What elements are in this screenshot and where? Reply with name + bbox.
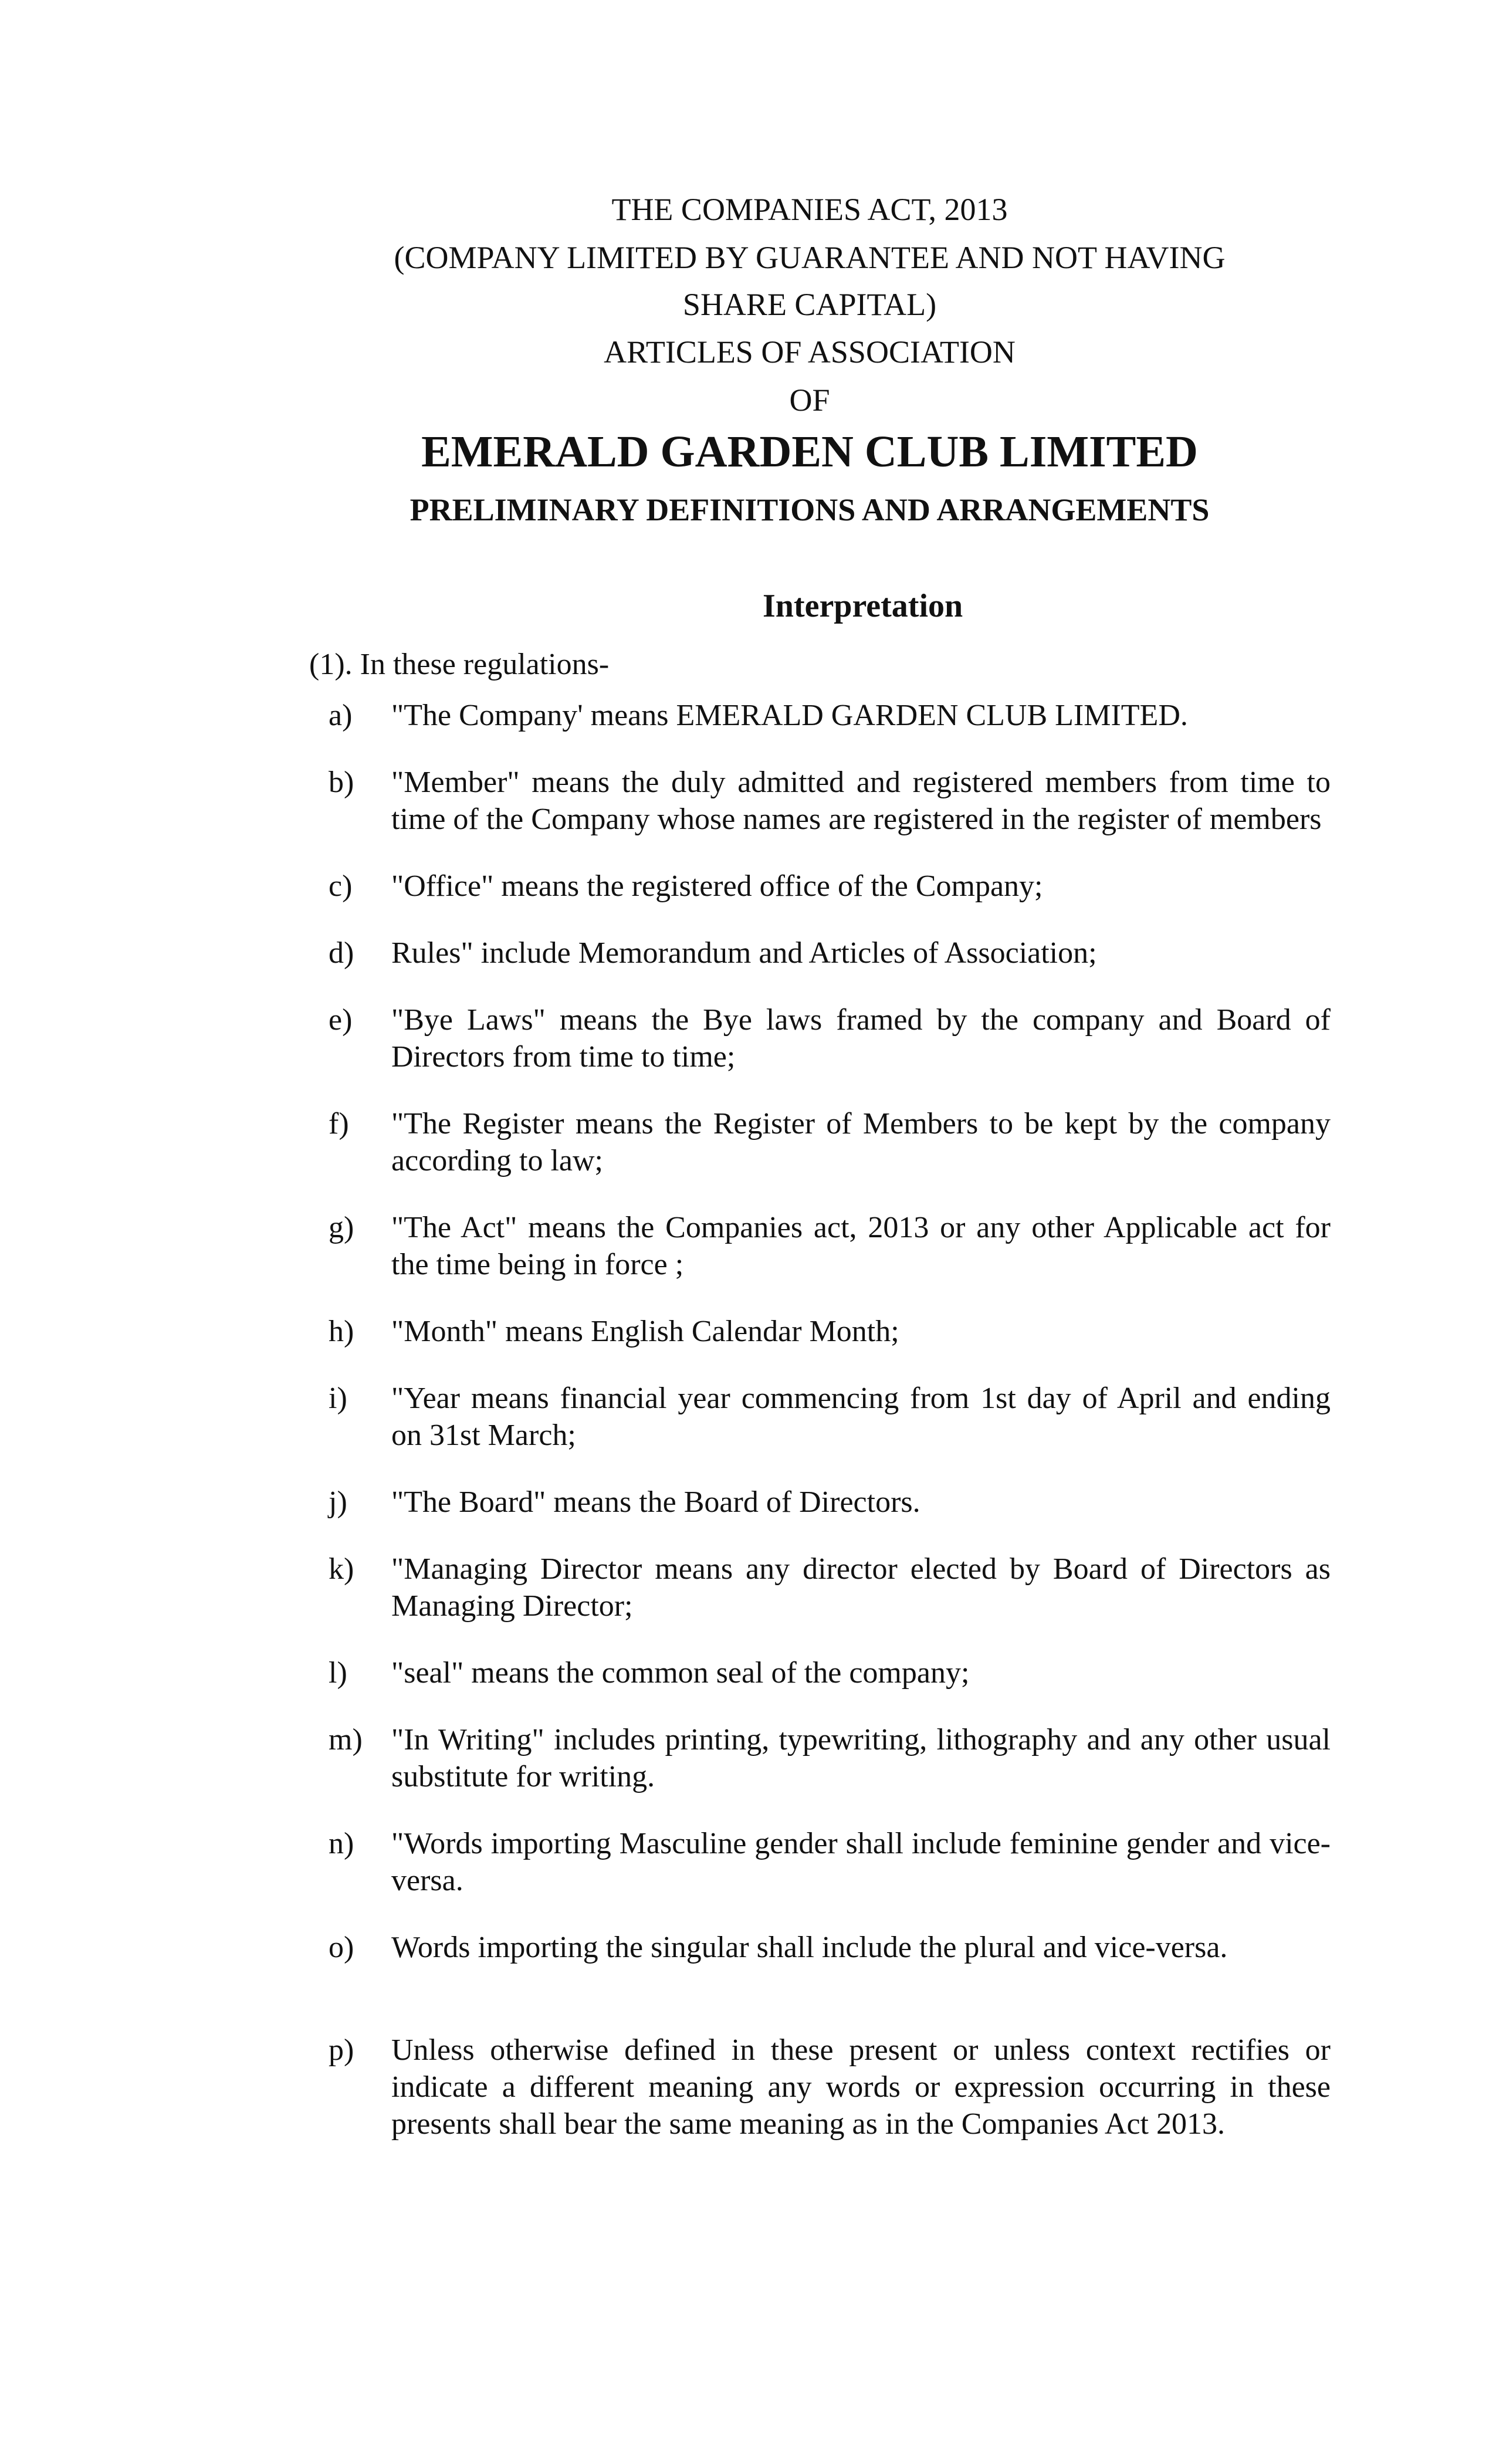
definition-text: "The Act" means the Companies act, 2013 or any other Applicable act for the time being in force ; (391, 1211, 1331, 1281)
definition-marker: k) (329, 1552, 354, 1586)
definition-marker: e) (329, 1003, 353, 1037)
definition-item (329, 1721, 1331, 1795)
definition-text: "Member" means the duly admitted and registered members from time to time of the Company whose names are registered in the register of members (391, 766, 1331, 836)
definition-marker: j) (329, 1485, 347, 1519)
definition-text: "Year means financial year commencing from 1st day of April and ending on 31st March; (391, 1382, 1331, 1452)
definitions-list (329, 697, 1331, 2172)
definition-text: "Bye Laws" means the Bye laws framed by the company and Board of Directors from time to time; (391, 1003, 1331, 1074)
definition-marker: d) (329, 936, 354, 970)
definition-item (329, 868, 1331, 905)
definition-text: "The Register means the Register of Members to be kept by the company according to law; (391, 1107, 1331, 1177)
definition-item (329, 1484, 1331, 1521)
definition-text: "Office" means the registered office of the Company; (391, 869, 1043, 903)
act-title: THE COMPANIES ACT, 2013 (611, 192, 1008, 227)
definition-marker: n) (329, 1827, 354, 1860)
company-type-line-2: SHARE CAPITAL) (682, 287, 937, 322)
document-title: ARTICLES OF ASSOCIATION (604, 334, 1016, 370)
definition-item (329, 2032, 1331, 2143)
definition-marker: m) (329, 1723, 363, 1756)
company-type-line-1: (COMPANY LIMITED BY GUARANTEE AND NOT HAVING (394, 240, 1226, 275)
section-heading: Interpretation (763, 588, 963, 624)
definition-item (329, 1929, 1331, 1966)
definition-item (329, 1551, 1331, 1624)
definition-item (329, 1001, 1331, 1075)
definition-item (329, 1105, 1331, 1179)
definition-marker: i) (329, 1382, 347, 1415)
definition-text: "The Company' means EMERALD GARDEN CLUB LIMITED. (391, 699, 1188, 732)
definition-marker: g) (329, 1211, 354, 1244)
part-title: PRELIMINARY DEFINITIONS AND ARRANGEMENTS (409, 492, 1210, 527)
definition-item (329, 764, 1331, 838)
definition-item (329, 1209, 1331, 1283)
definition-text: Rules" include Memorandum and Articles of Association; (391, 936, 1097, 970)
definition-item (329, 1654, 1331, 1691)
definition-item (329, 935, 1331, 972)
definition-text: Words importing the singular shall include the plural and vice-versa. (391, 1931, 1228, 1964)
definition-marker: o) (329, 1931, 354, 1964)
definition-marker: a) (329, 699, 353, 732)
definition-text: "Month" means English Calendar Month; (391, 1315, 899, 1348)
definition-item (329, 1380, 1331, 1454)
definition-marker: b) (329, 766, 354, 799)
definition-marker: l) (329, 1656, 347, 1690)
definition-marker: p) (329, 2033, 354, 2067)
definition-text: Unless otherwise defined in these present or unless context rectifies or indicate a different meaning any words or expression occurring in these presents shall bear the same meaning as in the Companies Act 2013. (391, 2033, 1331, 2141)
definition-text: "In Writing" includes printing, typewriting, lithography and any other usual substitute for writing. (391, 1723, 1331, 1793)
definition-text: "The Board" means the Board of Directors. (391, 1485, 920, 1519)
definition-text: "Words importing Masculine gender shall include feminine gender and vice- versa. (391, 1827, 1331, 1897)
definition-marker: c) (329, 869, 353, 903)
definition-text: "Managing Director means any director elected by Board of Directors as Managing Director; (391, 1552, 1331, 1623)
section-intro: (1). In these regulations- (309, 648, 610, 681)
company-name: EMERALD GARDEN CLUB LIMITED (421, 427, 1198, 476)
definition-item (329, 1313, 1331, 1350)
definition-text: "seal" means the common seal of the company; (391, 1656, 970, 1690)
definition-marker: h) (329, 1315, 354, 1348)
definition-item (329, 1825, 1331, 1899)
definition-item (329, 697, 1331, 734)
definition-marker: f) (329, 1107, 349, 1140)
of-line: OF (789, 383, 830, 418)
